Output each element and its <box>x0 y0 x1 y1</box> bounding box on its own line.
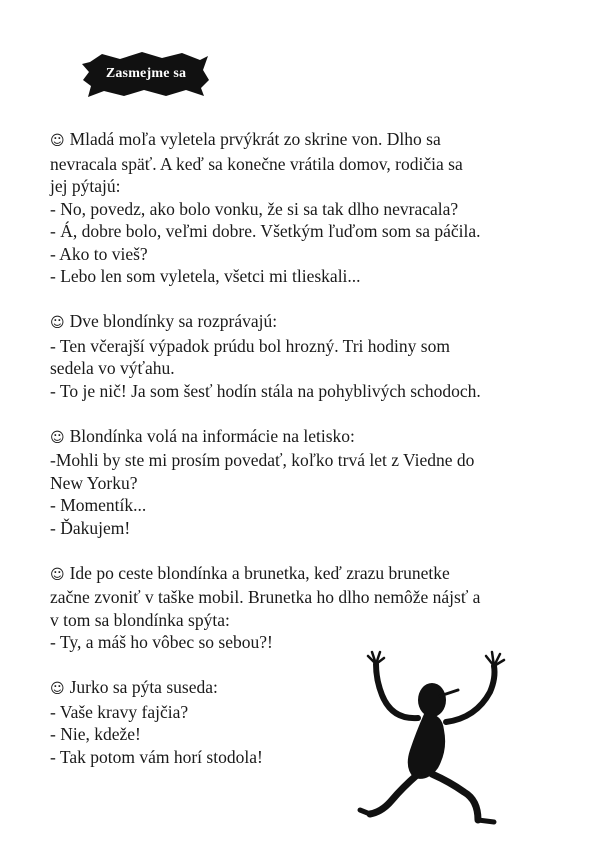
joke-2 <box>50 310 570 402</box>
joke-line: nevracala späť. A keď sa konečne vrátila domov, rodičia sa <box>50 153 463 174</box>
joke-line: - Momentík... <box>50 495 147 515</box>
joke-line: - Tak potom vám horí stodola! <box>50 746 263 767</box>
joke-line: - Vaše kravy fajčia? <box>50 701 189 722</box>
joke-line: - Ty, a máš ho vôbec so sebou?! <box>50 632 273 652</box>
section-banner <box>82 50 210 98</box>
joke-line: - Ďakujem! <box>50 517 131 538</box>
joke-line: ☺ Mladá moľa vyletela prvýkrát zo skrine von. Dlho sa <box>50 129 441 149</box>
banner-title: Zasmejme sa <box>105 66 187 81</box>
joke-4 <box>50 562 570 654</box>
joke-line: - Lebo len som vyletela, všetci mi tlieskali... <box>50 266 361 286</box>
joke-line: - To je nič! Ja som šesť hodín stála na pohyblivých schodoch. <box>50 380 481 401</box>
smiley-icon: ☺ <box>50 315 65 331</box>
joke-line: ☺ Blondínka volá na informácie na letisko: <box>50 425 355 446</box>
joke-line: - Á, dobre bolo, veľmi dobre. Všetkým ľuďom som sa páčila. <box>50 221 481 241</box>
joke-line: v tom sa blondínka spýta: <box>50 609 230 630</box>
stick-figure-drawing <box>352 650 522 830</box>
smiley-icon: ☺ <box>50 681 65 697</box>
joke-line: jej pýtajú: <box>50 176 121 196</box>
smiley-icon: ☺ <box>50 133 65 149</box>
joke-line: - Ako to vieš? <box>50 243 148 264</box>
joke-line: - Nie, kdeže! <box>50 724 141 744</box>
joke-line: -Mohli by ste mi prosím povedať, koľko trvá let z Viedne do <box>50 450 475 470</box>
joke-line: New Yorku? <box>50 472 138 493</box>
joke-line: sedela vo výťahu. <box>50 358 175 378</box>
smiley-icon: ☺ <box>50 429 65 446</box>
joke-line: začne zvoniť v taške mobil. Brunetka ho dlho nemôže nájsť a <box>50 587 481 607</box>
joke-line: ☺ Jurko sa pýta suseda: <box>50 677 218 697</box>
joke-3 <box>50 425 570 540</box>
joke-line: - No, povedz, ako bolo vonku, že si sa tak dlho nevracala? <box>50 198 459 219</box>
joke-1 <box>50 128 570 288</box>
joke-line: - Ten včerajší výpadok prúdu bol hrozný. Tri hodiny som <box>50 335 450 356</box>
joke-line: ☺ Dve blondínky sa rozprávajú: <box>50 311 278 331</box>
smiley-icon: ☺ <box>50 566 65 583</box>
joke-line: ☺ Ide po ceste blondínka a brunetka, keď zrazu brunetke <box>50 562 450 583</box>
dancing-stick-figure-illustration <box>352 650 522 830</box>
